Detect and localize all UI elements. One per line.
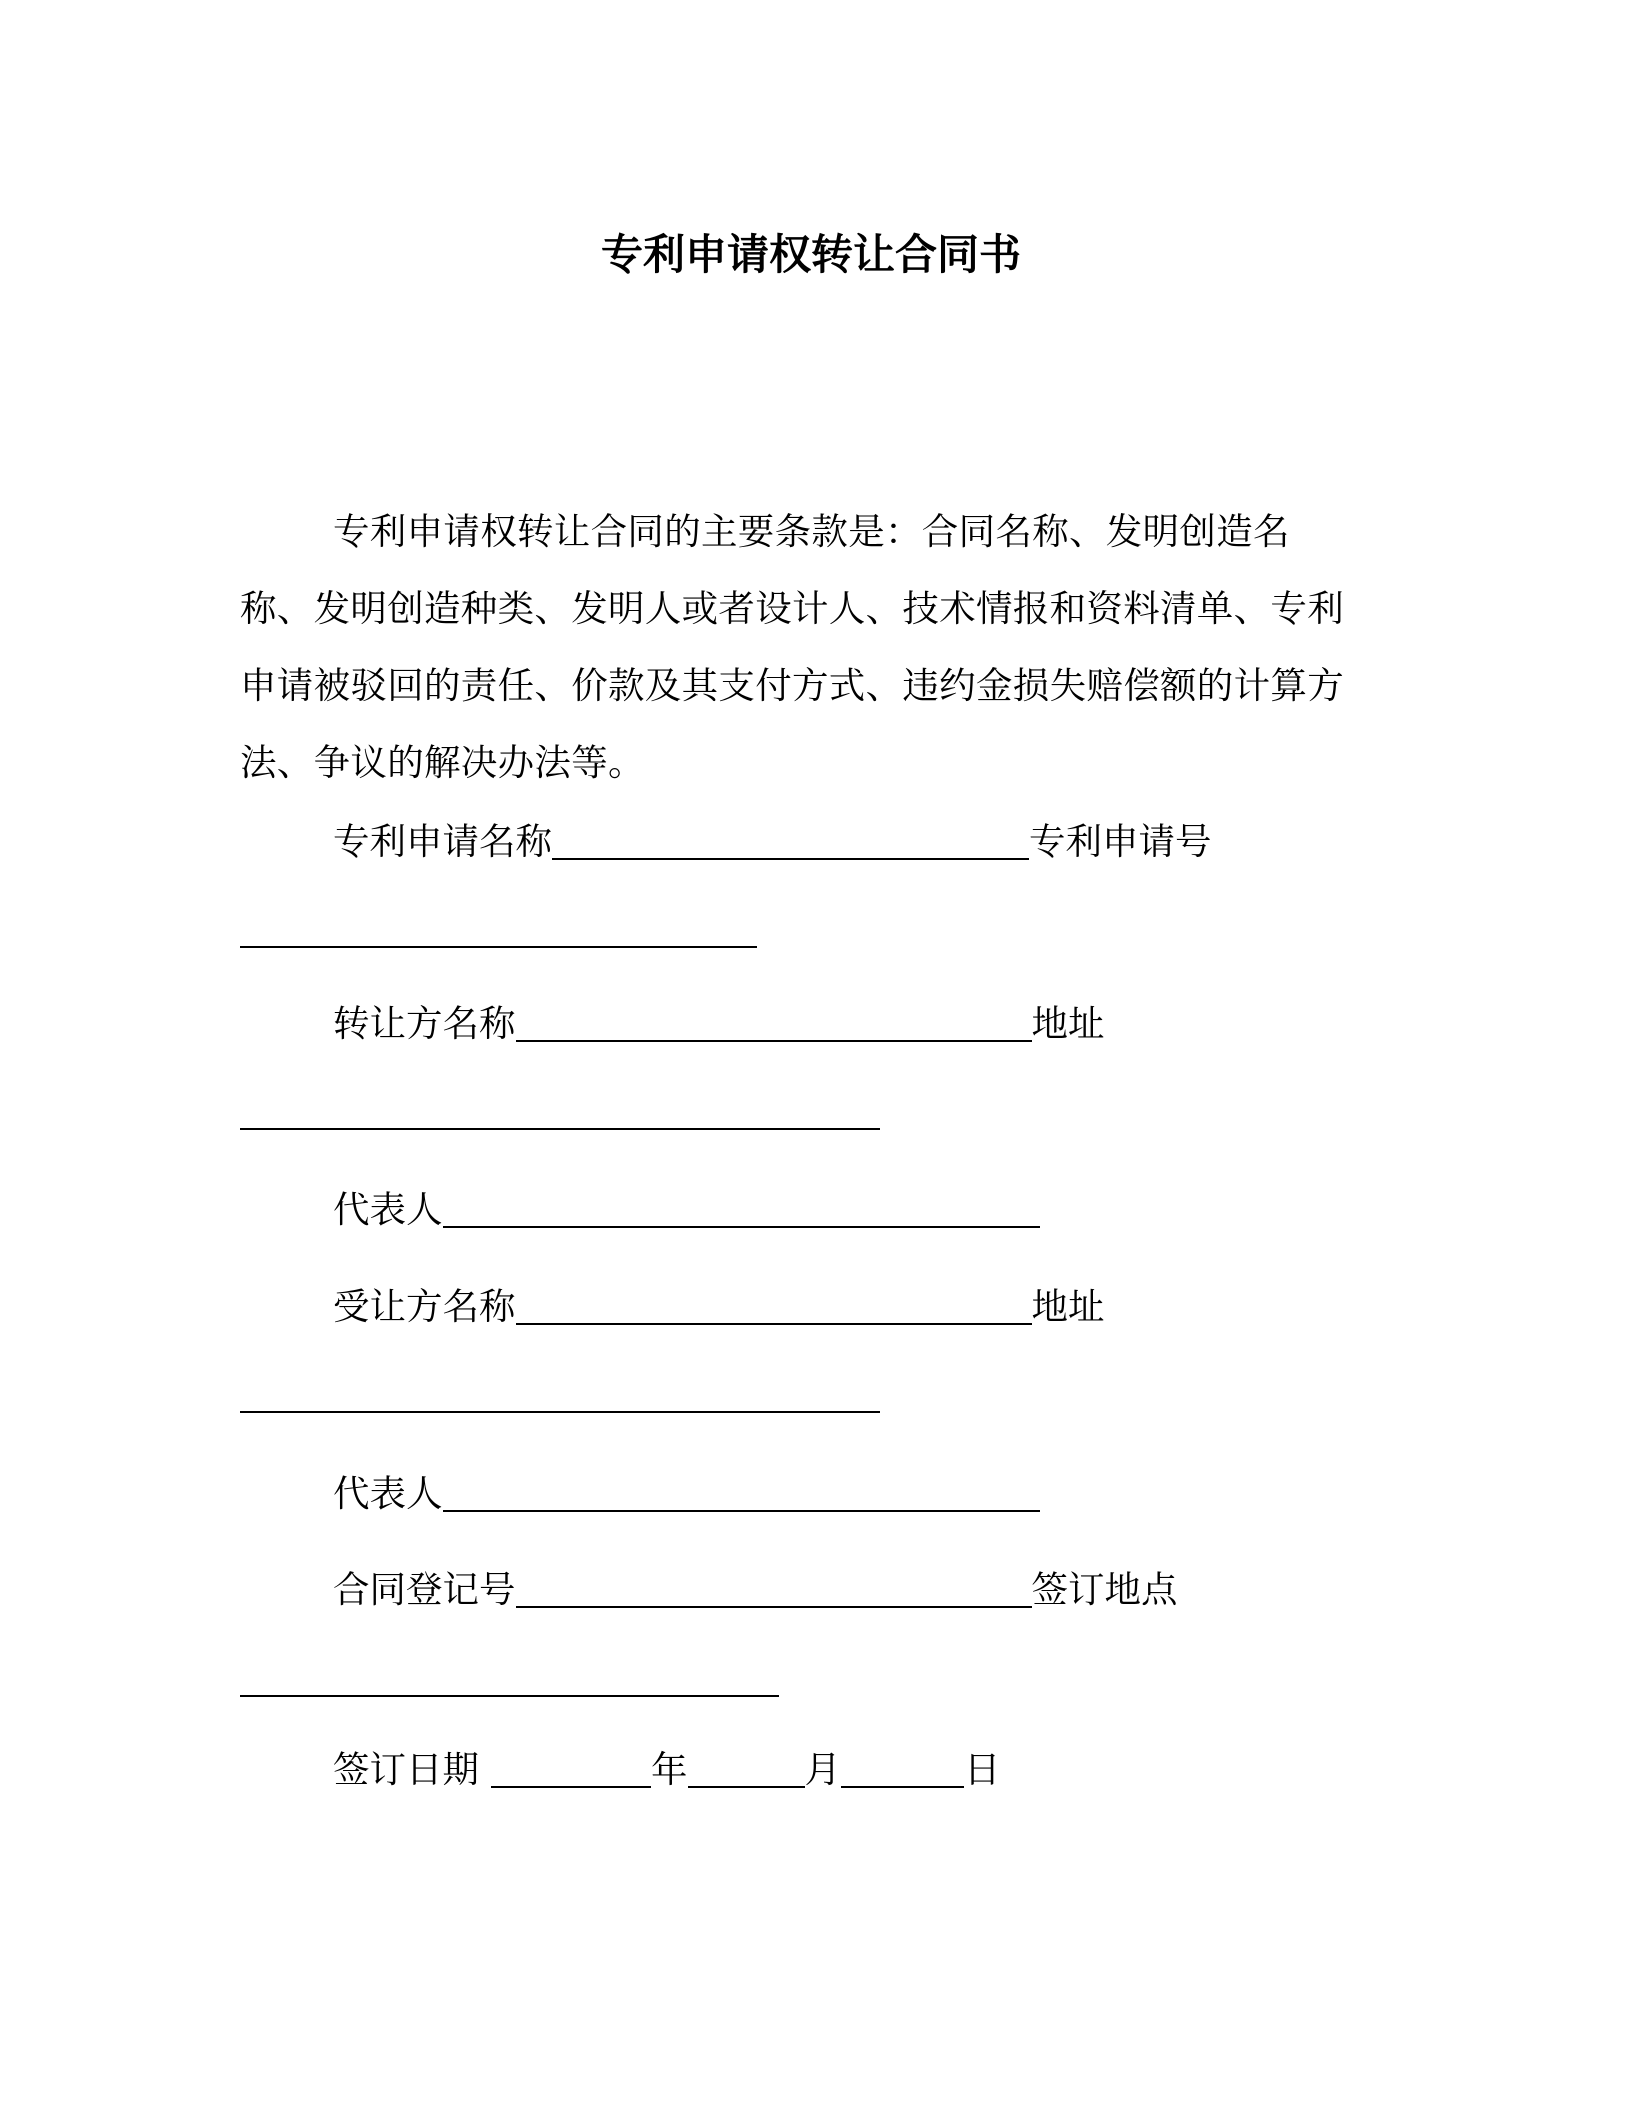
patent-name-label: 专利申请名称 [333, 820, 552, 863]
patent-name-row [333, 818, 1212, 866]
sign-date-label: 签订日期 [333, 1748, 479, 1791]
transferee-rep-row [333, 1470, 1040, 1518]
transferee-address-label: 地址 [1031, 1285, 1105, 1328]
document-title: 专利申请权转让合同书 [600, 230, 1021, 279]
transferee-rep-label: 代表人 [333, 1472, 443, 1515]
year-label: 年 [651, 1748, 688, 1791]
transferor-name-label: 转让方名称 [333, 1002, 516, 1045]
transferee-address-row [240, 1375, 880, 1419]
transferor-rep-blank[interactable] [443, 1190, 1040, 1228]
transferor-rep-row [333, 1186, 1040, 1234]
patent-no-row [240, 910, 757, 954]
patent-name-blank[interactable] [552, 822, 1029, 860]
sign-place-label: 签订地点 [1031, 1568, 1178, 1611]
transferee-address-blank[interactable] [240, 1375, 880, 1413]
transferor-address-row [240, 1092, 880, 1136]
transferor-address-blank[interactable] [240, 1092, 880, 1130]
transferor-name-row [333, 1000, 1105, 1048]
patent-no-label: 专利申请号 [1029, 820, 1212, 863]
sign-place-row [240, 1659, 779, 1703]
contract-reg-blank[interactable] [516, 1570, 1032, 1608]
day-label: 日 [964, 1748, 1001, 1791]
transferor-address-label: 地址 [1031, 1002, 1105, 1045]
transferee-name-blank[interactable] [516, 1287, 1032, 1325]
contract-reg-label: 合同登记号 [333, 1568, 516, 1611]
year-blank[interactable] [491, 1750, 651, 1788]
transferor-name-blank[interactable] [516, 1004, 1032, 1042]
contract-reg-row [333, 1566, 1178, 1614]
transferee-name-row [333, 1283, 1105, 1331]
sign-place-blank[interactable] [240, 1659, 779, 1697]
intro-paragraph: 专利申请权转让合同的主要条款是：合同名称、发明创造名称、发明创造种类、发明人或者设计人、技术情报和资料清单、专利申请被驳回的责任、价款及其支付方式、违约金损失赔偿额的计算方法、争议的解决办法等。 [240, 510, 1344, 784]
sign-date-row [333, 1746, 1001, 1794]
day-blank[interactable] [841, 1750, 964, 1788]
transferor-rep-label: 代表人 [333, 1188, 443, 1231]
transferee-name-label: 受让方名称 [333, 1285, 516, 1328]
patent-no-blank[interactable] [240, 910, 757, 948]
transferee-rep-blank[interactable] [443, 1474, 1040, 1512]
month-blank[interactable] [688, 1750, 805, 1788]
month-label: 月 [804, 1748, 841, 1791]
